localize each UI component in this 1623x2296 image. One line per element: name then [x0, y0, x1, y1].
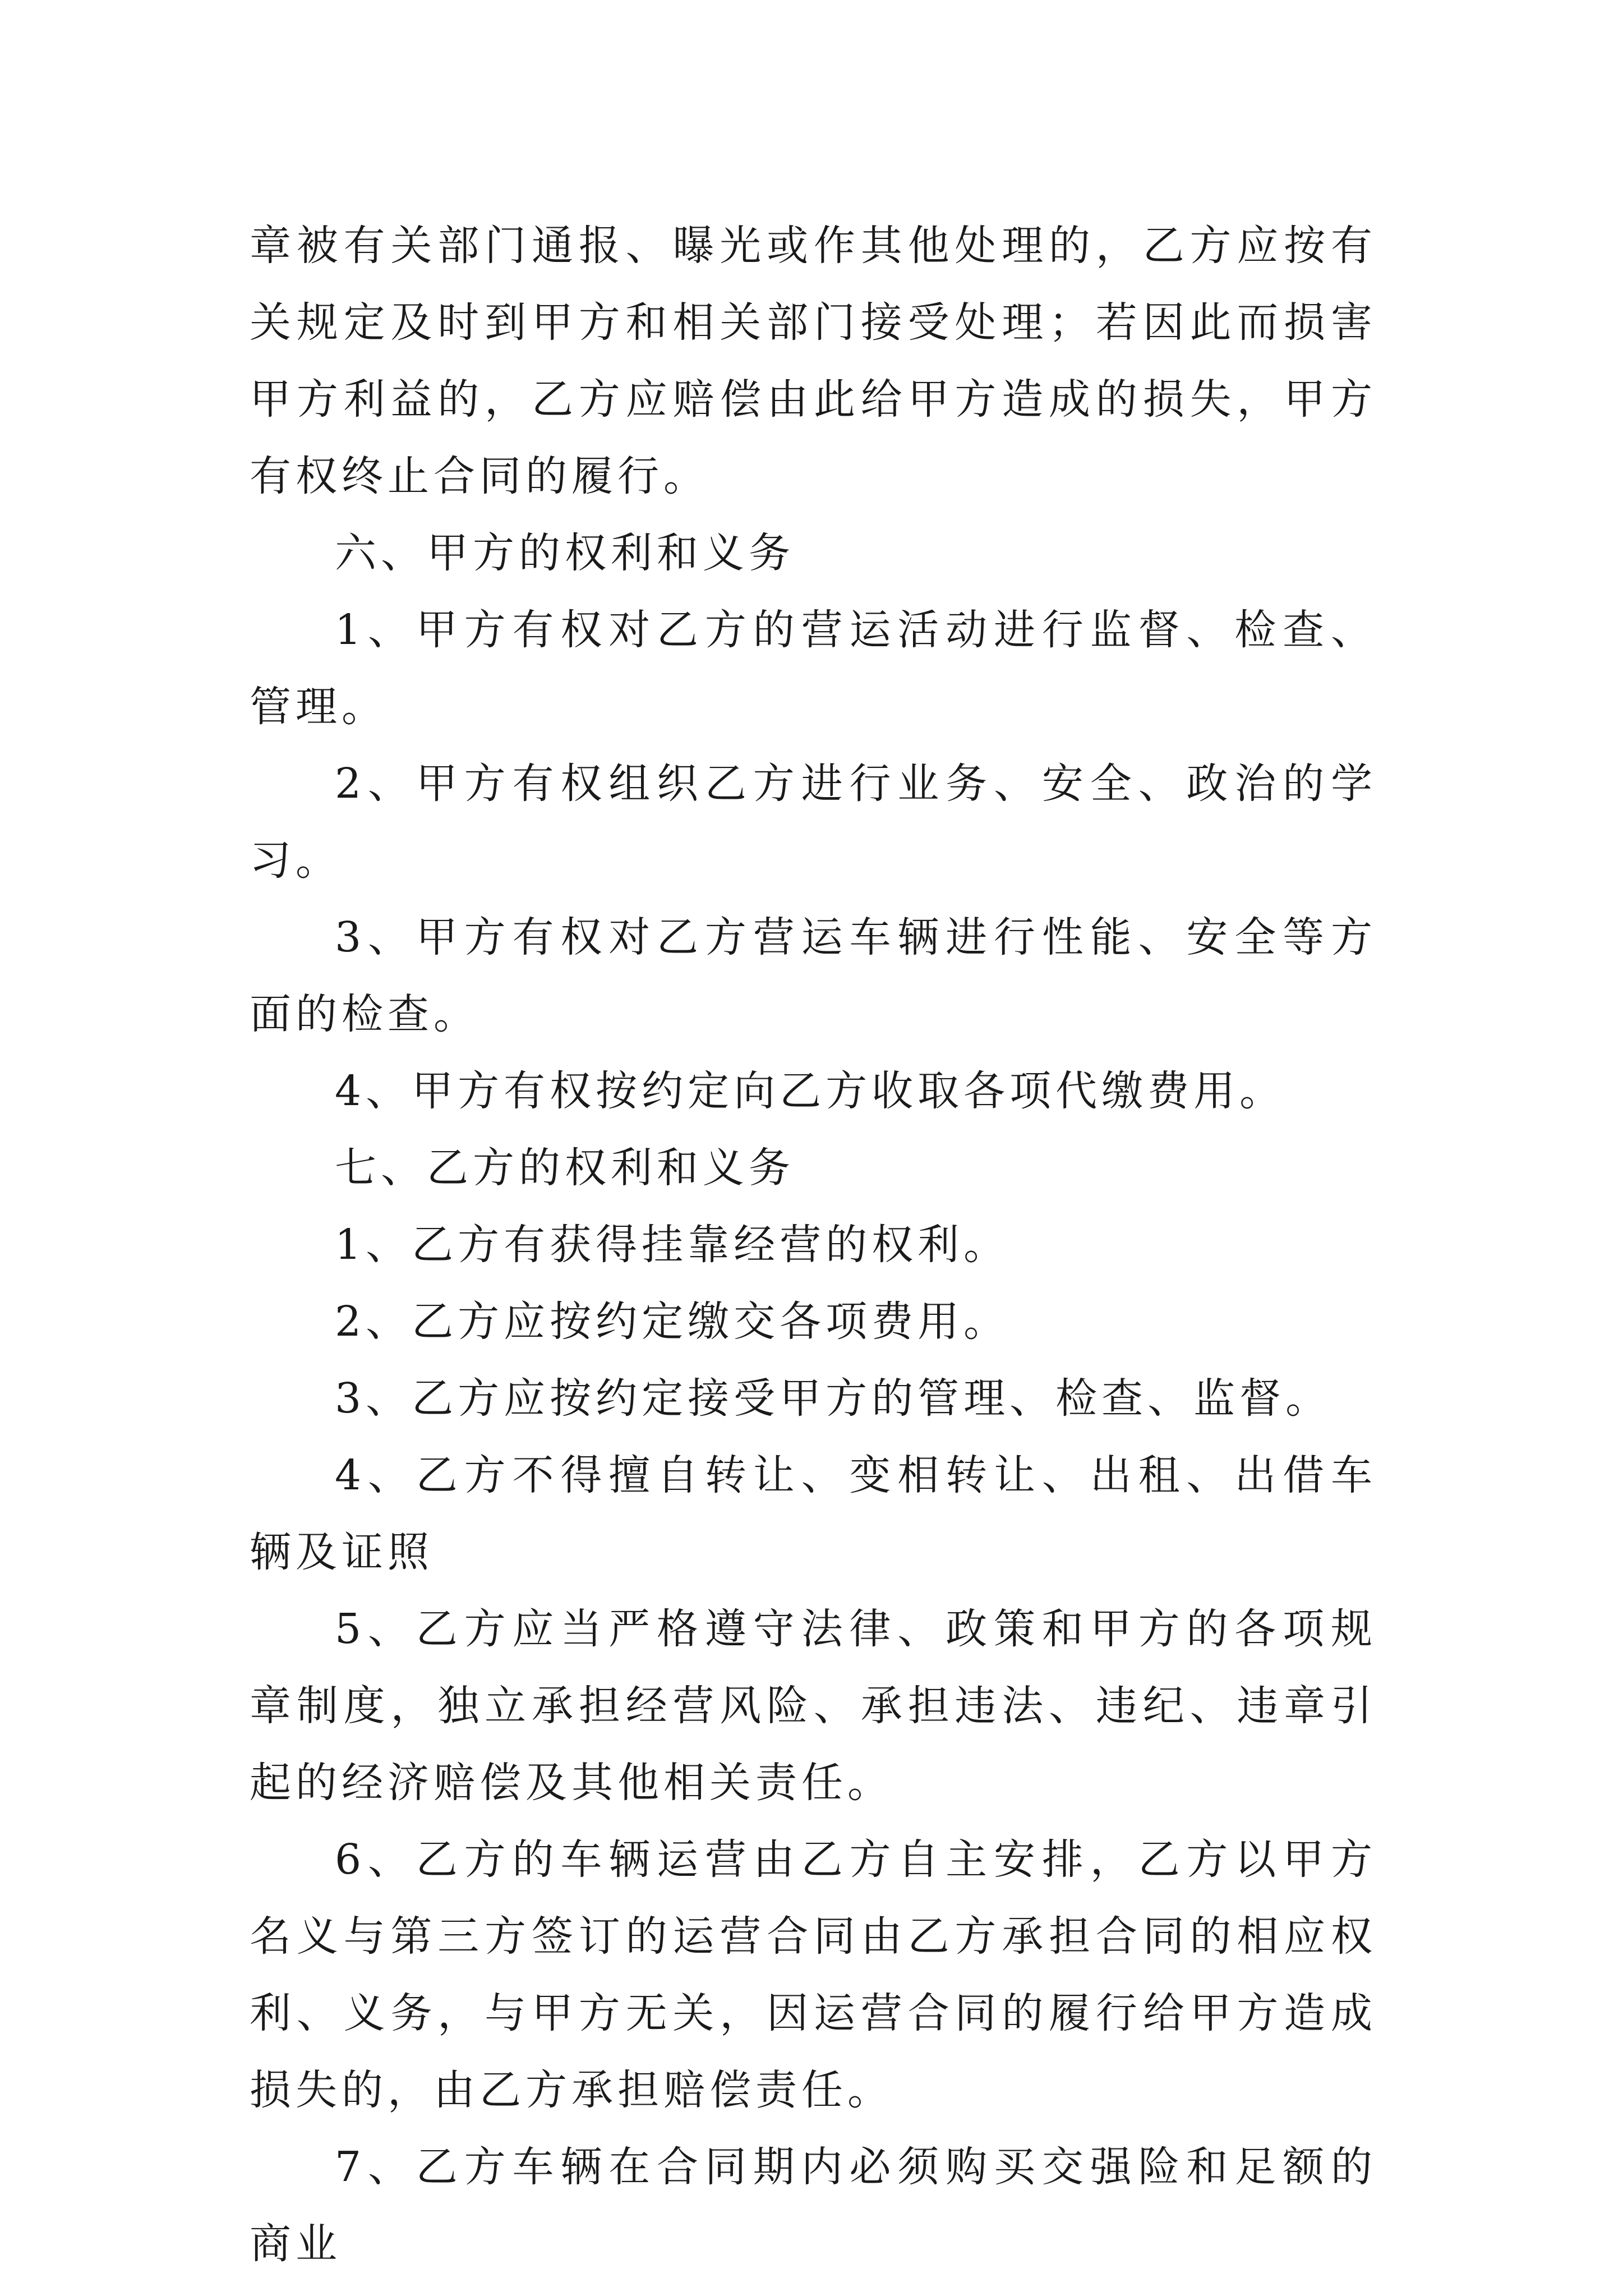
clause-b-6: 6、乙方的车辆运营由乙方自主安排，乙方以甲方名义与第三方签订的运营合同由乙方承担合同的相应权利、义务，与甲方无关，因运营合同的履行给甲方造成损失的，由乙方承担赔偿责任。 — [250, 1835, 1377, 2114]
section-heading-party-b-rights: 七、乙方的权利和义务 — [335, 1144, 795, 1192]
clause-b-2: 2、乙方应按约定缴交各项费用。 — [335, 1297, 1010, 1346]
clause-b-1: 1、乙方有获得挂靠经营的权利。 — [335, 1221, 1010, 1269]
clause-b-3: 3、乙方应按约定接受甲方的管理、检查、监督。 — [335, 1374, 1332, 1423]
paragraph-continuation: 章被有关部门通报、曝光或作其他处理的，乙方应按有关规定及时到甲方和相关部门接受处理；若因此而损害甲方利益的，乙方应赔偿由此给甲方造成的损失，甲方有权终止合同的履行。 — [250, 222, 1377, 500]
clause-a-4: 4、甲方有权按约定向乙方收取各项代缴费用。 — [335, 1067, 1286, 1115]
clause-a-1: 1、甲方有权对乙方的营运活动进行监督、检查、管理。 — [250, 606, 1377, 731]
clause-a-3: 3、甲方有权对乙方营运车辆进行性能、安全等方面的检查。 — [250, 913, 1377, 1038]
section-heading-party-a-rights: 六、甲方的权利和义务 — [335, 529, 795, 577]
clause-b-4: 4、乙方不得擅自转让、变相转让、出租、出借车辆及证照 — [250, 1451, 1377, 1576]
clause-b-7: 7、乙方车辆在合同期内必须购买交强险和足额的商业 — [250, 2143, 1377, 2268]
document-body — [250, 208, 1377, 2283]
clause-b-5: 5、乙方应当严格遵守法律、政策和甲方的各项规章制度，独立承担经营风险、承担违法、违纪、违章引起的经济赔偿及其他相关责任。 — [250, 1605, 1377, 1807]
clause-a-2: 2、甲方有权组织乙方进行业务、安全、政治的学习。 — [250, 760, 1377, 885]
